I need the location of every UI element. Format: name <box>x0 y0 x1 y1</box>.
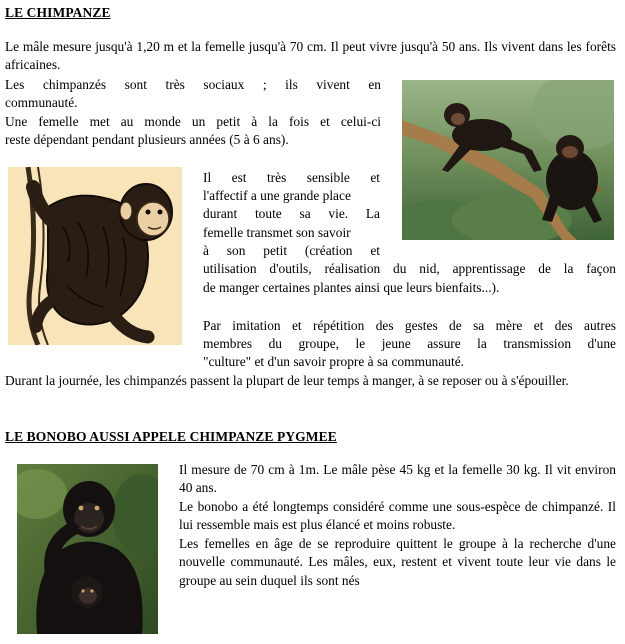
bonobo-mother-baby-icon <box>17 464 158 634</box>
paragraph-sensitive-line-4: femelle transmet son savoir <box>203 225 351 240</box>
paragraph-daily-activity: Durant la journée, les chimpanzés passent la plupart de leur temps à manger, à se reposer ou à s'épouiller. <box>5 373 569 388</box>
paragraph-bonobo-subspecies: Le bonobo a été longtemps considéré comme une sous-espèce de chimpanzé. Il lui ressemble mais est plus élancé et moins robuste. <box>179 499 616 533</box>
chimpanzees-photo <box>402 80 614 240</box>
section-title-bonobo: LE BONOBO AUSSI APPELE CHIMPANZE PYGMEE <box>5 429 337 444</box>
paragraph-imitation-line-2: membres du groupe, le jeune assure la transmission d'une <box>203 336 616 351</box>
paragraph-imitation-line-3: "culture" et d'un savoir propre à sa communauté. <box>203 354 464 369</box>
chimpanzee-drawing <box>8 167 182 345</box>
paragraph-birth-line-2: reste dépendant pendant plusieurs années (5 à 6 ans). <box>5 132 289 147</box>
paragraph-sensitive-line-3: durant toute sa vie. La <box>203 206 380 221</box>
paragraph-social-line-2: communauté. <box>5 95 78 110</box>
paragraph-birth-line-1: Une femelle met au monde un petit à la fois et celui-ci <box>5 114 381 129</box>
paragraph-social-line-1: Les chimpanzés sont très sociaux ; ils vivent en <box>5 77 381 92</box>
paragraph-size-lifespan: Le mâle mesure jusqu'à 1,20 m et la femelle jusqu'à 70 cm. Il peut vivre jusqu'à 50 ans. Ils vivent dans les forêts africaines. <box>5 39 616 73</box>
paragraph-sensitive-line-7: de manger certaines plantes ainsi que leurs bienfaits...). <box>203 280 500 295</box>
paragraph-sensitive-line-1: Il est très sensible et <box>203 170 380 185</box>
section-title-chimpanzee: LE CHIMPANZE <box>5 5 111 20</box>
chimpanzee-drawing-icon <box>8 167 182 345</box>
paragraph-sensitive-line-5: à son petit (création et <box>203 243 380 258</box>
paragraph-bonobo-females: Les femelles en âge de se reproduire quittent le groupe à la recherche d'une nouvelle communauté. Les mâles, eux, restent et vivent toute leur vie dans le groupe au sein duquel ils sont nés <box>179 536 616 588</box>
paragraph-bonobo-size: Il mesure de 70 cm à 1m. Le mâle pèse 45 kg et la femelle 30 kg. Il vit environ 40 ans. <box>179 462 616 496</box>
paragraph-sensitive-line-6: utilisation d'outils, réalisation du nid, apprentissage de la façon <box>203 261 616 276</box>
chimpanzees-on-branch-icon <box>402 80 614 240</box>
paragraph-sensitive-line-2: l'affectif a une grande place <box>203 188 351 203</box>
paragraph-imitation-line-1: Par imitation et répétition des gestes de sa mère et des autres <box>203 318 616 333</box>
bonobo-photo <box>17 464 158 634</box>
